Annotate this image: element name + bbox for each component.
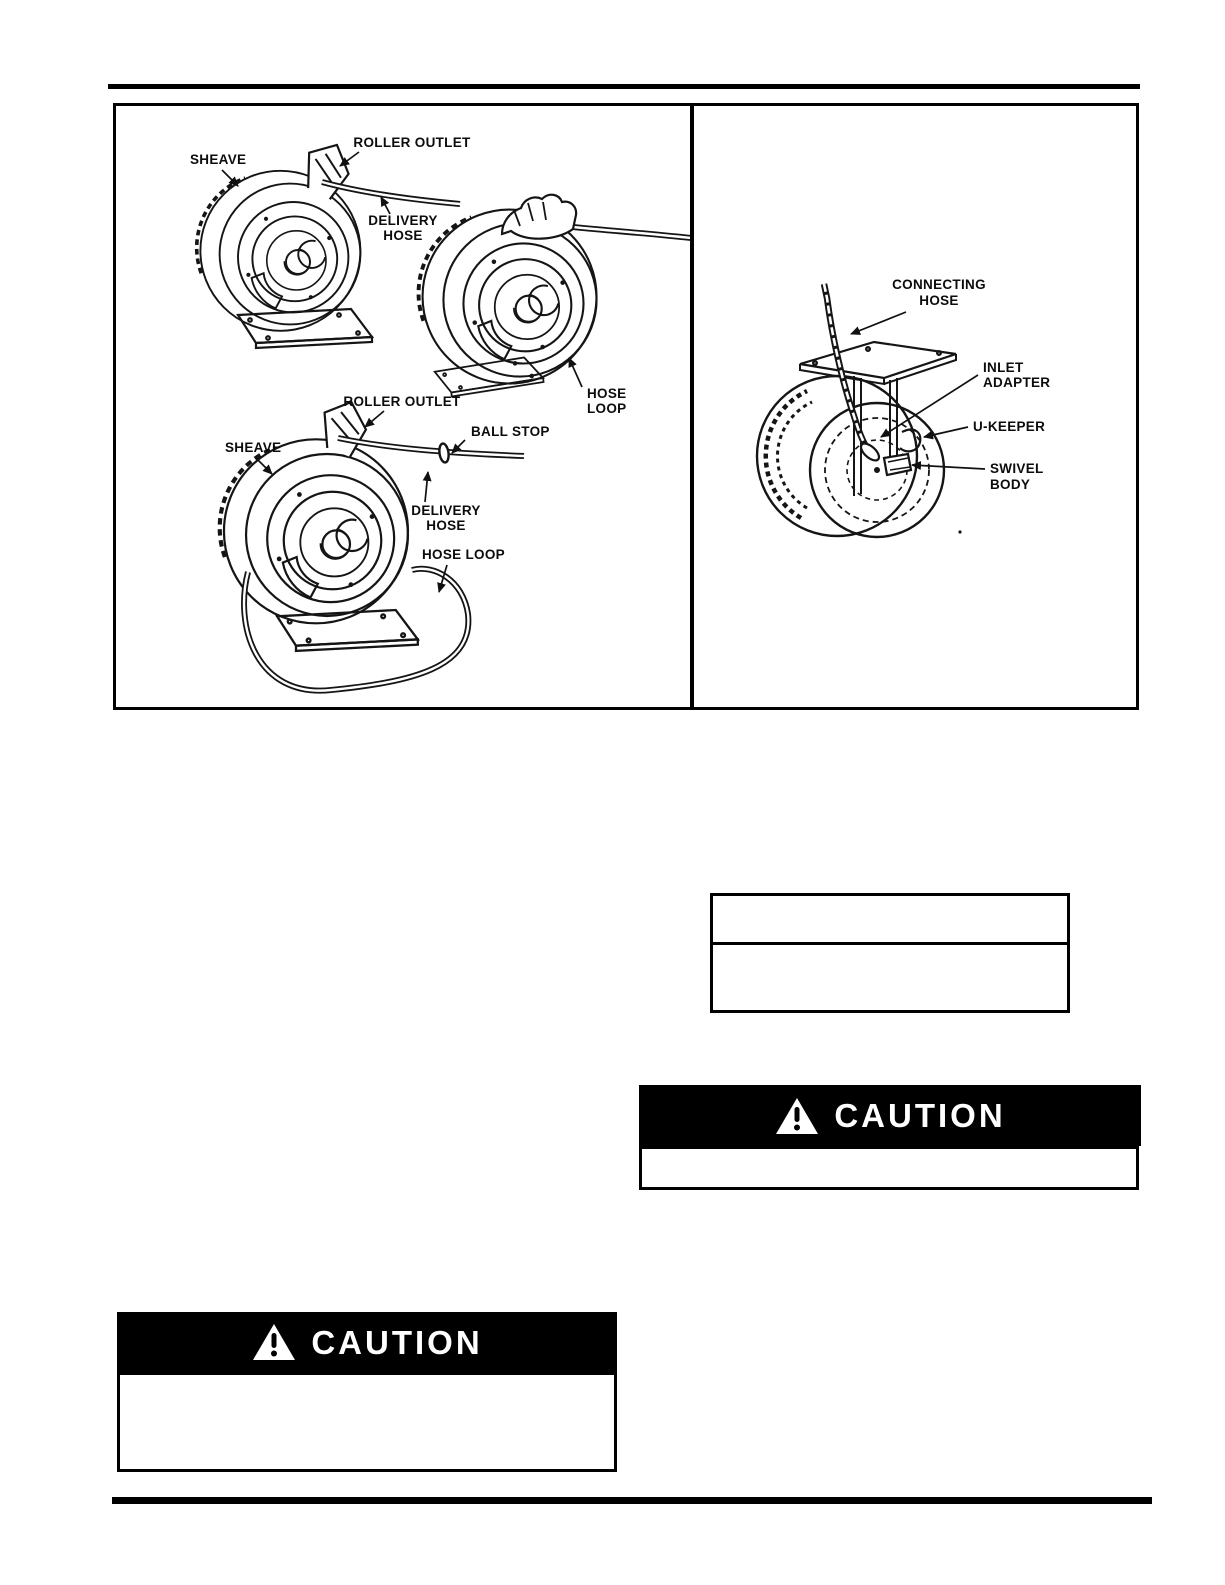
label-delivery-hose-bottom-line1: DELIVERY <box>411 503 481 518</box>
label-inlet-adapter-line1: INLET <box>983 360 1024 375</box>
caution-title-left: CAUTION <box>311 1323 483 1361</box>
label-swivel-body-line2: BODY <box>990 477 1031 492</box>
hose-reel-threading-figure <box>116 106 690 707</box>
label-inlet-adapter-line2: ADAPTER <box>983 375 1051 390</box>
hose-reel-connection-figure <box>694 106 1136 707</box>
label-roller-outlet-top: ROLLER OUTLET <box>353 135 471 150</box>
spec-table-row-1 <box>713 896 1067 945</box>
label-connecting-hose-line2: HOSE <box>919 293 959 308</box>
spec-table-row-2 <box>713 945 1067 1010</box>
label-roller-outlet-bottom: ROLLER OUTLET <box>343 394 461 409</box>
label-swivel-body-line1: SWIVEL <box>990 461 1044 476</box>
label-ball-stop: BALL STOP <box>471 424 550 439</box>
caution-title-right: CAUTION <box>834 1097 1006 1134</box>
hand-illustration <box>502 195 576 239</box>
caution-text-box-left <box>117 1372 617 1472</box>
label-sheave-bottom: SHEAVE <box>225 440 282 455</box>
warning-triangle-icon <box>251 1322 297 1362</box>
label-connecting-hose-line1: CONNECTING <box>892 277 986 292</box>
warning-triangle-icon <box>774 1096 820 1136</box>
reel-drawing-top-right <box>419 195 690 398</box>
label-hose-loop-right-line2: LOOP <box>587 401 627 416</box>
spec-table <box>710 893 1070 1013</box>
caution-text-box-right <box>639 1146 1139 1190</box>
label-hose-loop-bottom: HOSE LOOP <box>422 547 505 562</box>
caution-banner-left <box>117 1312 617 1372</box>
label-u-keeper: U-KEEPER <box>973 419 1046 434</box>
bottom-rule <box>112 1497 1152 1504</box>
ball-stop-part <box>438 443 450 463</box>
label-sheave-top: SHEAVE <box>190 152 247 167</box>
label-hose-loop-right-line1: HOSE <box>587 386 627 401</box>
label-delivery-hose-bottom-line2: HOSE <box>426 518 466 533</box>
caution-banner-right <box>639 1085 1141 1146</box>
label-delivery-hose-top-line2: HOSE <box>383 228 423 243</box>
top-rule <box>108 84 1140 89</box>
label-delivery-hose-top-line1: DELIVERY <box>368 213 438 228</box>
